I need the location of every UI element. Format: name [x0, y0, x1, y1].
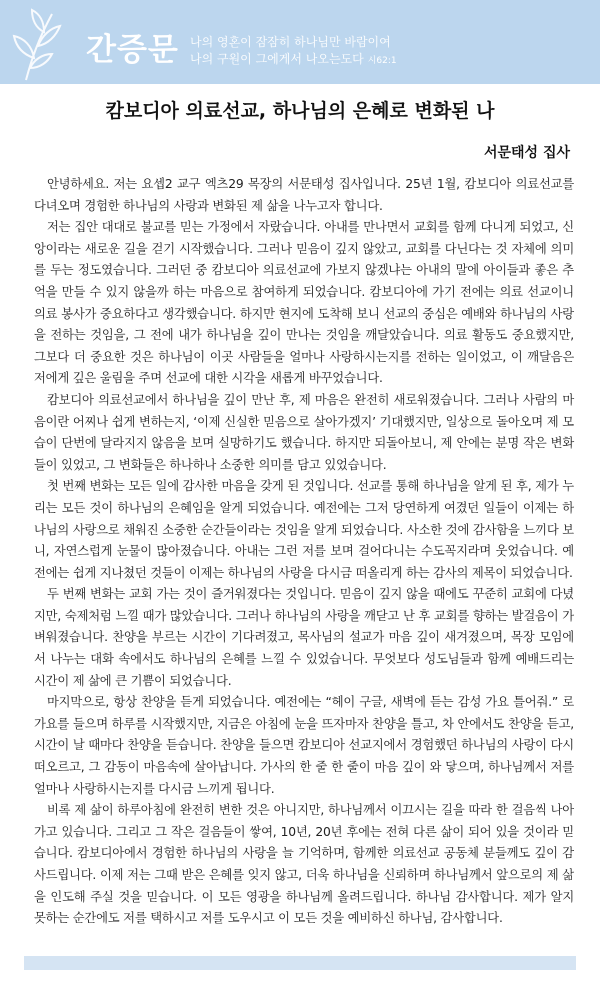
paragraph: 안녕하세요. 저는 요셉2 교구 엑츠29 목장의 서문태성 집사입니다. 25년 1월, 캄보디아 의료선교를 다녀오며 경험한 하나님의 사랑과 변화된 제 삶을 나누고자 합니다. [34, 177, 574, 213]
paragraph: 캄보디아 의료선교에서 하나님을 깊이 만난 후, 제 마음은 완전히 새로워졌습니다. 그러나 사람의 마음이란 어찌나 쉽게 변하는지, ‘이제 신실한 믿음으로 살아가겠지’ 기대했지만, 일상으로 돌아오며 제 모습이 단번에 달라지지 않음을 보며 실망하기도 했습니다. 하지만 되돌아보니, 제 안에는 분명 작은 변화들이 있었고, 그 변화들은 하나하나 소중한 의미를 담고 있었습니다. [34, 392, 574, 472]
leaf-branch-icon [8, 6, 78, 82]
verse-line-1: 나의 영혼이 잠잠히 하나님만 바람이여 [190, 35, 391, 49]
paragraph: 두 번째 변화는 교회 가는 것이 즐거워졌다는 것입니다. 믿음이 깊지 않을 때에도 꾸준히 교회에 다녔지만, 숙제처럼 느낄 때가 많았습니다. 그러나 하나님의 사랑을 깨닫고 난 후 교회를 향하는 발걸음이 가벼워졌습니다. 찬양을 부르는 시간이 기다려졌고, 목사님의 설교가 마음 깊이 새겨졌으며, 목장 모임에서 나누는 대화 속에서도 하나님의 은혜를 느낄 수 있었습니다. 무엇보다 성도님들과 함께 예배드리는 시간이 제 삶에 큰 기쁨이 되었습니다. [34, 587, 574, 688]
footer-divider [24, 956, 576, 970]
article-title: 캄보디아 의료선교, 하나님의 은혜로 변화된 나 [105, 100, 495, 122]
header-banner [0, 0, 600, 84]
verse-reference: 시62:1 [367, 56, 397, 66]
verse-line-2: 나의 구원이 그에게서 나오는도다 시62:1 [190, 52, 397, 66]
section-label: 간증문 [86, 32, 179, 68]
paragraph: 비록 제 삶이 하루아침에 완전히 변한 것은 아니지만, 하나님께서 이끄시는 길을 따라 한 걸음씩 나아가고 있습니다. 그리고 그 작은 걸음들이 쌓여, 10년, 20년 후에는 전혀 다른 삶이 되어 있을 것이라 믿습니다. 캄보디아에서 경험한 하나님의 사랑을 늘 기억하며, 함께한 의료선교 공동체 분들께도 깊이 감사드립니다. 이제 저는 그때 받은 은혜를 잊지 않고, 더욱 하나님을 신뢰하며 하나님께서 앞으로의 제 삶을 인도해 주실 것을 믿습니다. 이 모든 영광을 하나님께 올려드립니다. 하나님 감사합니다. 제가 알지 못하는 순간에도 저를 택하시고 저를 도우시고 이 모든 것을 예비하신 하나님, 감사합니다. [34, 803, 574, 926]
article-body [34, 174, 574, 930]
article-author: 서문태성 집사 [483, 145, 570, 161]
paragraph: 첫 번째 변화는 모든 일에 감사한 마음을 갖게 된 것입니다. 선교를 통해 하나님을 알게 된 후, 제가 누리는 모든 것이 하나님의 은혜임을 알게 되었습니다. 예전에는 그저 당연하게 여겼던 일들이 이제는 하나님의 사랑으로 채워진 소중한 순간들이라는 것임을 알게 되었습니다. 사소한 것에 감사함을 느끼다 보니, 자연스럽게 눈물이 많아졌습니다. 아내는 그런 저를 보며 걸어다니는 수도꼭지라며 웃었습니다. 예전에는 쉽게 지나쳤던 것들이 이제는 하나님의 사랑을 다시금 떠올리게 하는 감사의 제목이 되었습니다. [34, 479, 574, 580]
paragraph: 마지막으로, 항상 찬양을 듣게 되었습니다. 예전에는 “헤이 구글, 새벽에 듣는 감성 가요 틀어줘.” 로 가요를 들으며 하루를 시작했지만, 지금은 아침에 눈을 뜨자마자 찬양을 틀고, 차 안에서도 찬양을 듣고, 시간이 날 때마다 찬양을 듣습니다. 찬양을 들으면 캄보디아 선교지에서 경험했던 하나님의 사랑이 다시 떠오르고, 그 감동이 마음속에 살아납니다. 가사의 한 줄 한 줄이 마음 깊이 와 닿으며, 하나님께서 저를 얼마나 사랑하시는지를 다시금 느끼게 됩니다. [34, 695, 574, 796]
paragraph: 저는 집안 대대로 불교를 믿는 가정에서 자랐습니다. 아내를 만나면서 교회를 함께 다니게 되었고, 신앙이라는 새로운 길을 걷기 시작했습니다. 그러나 믿음이 깊지 않았고, 교회를 다닌다는 것 자체에 의미를 두는 정도였습니다. 그러던 중 캄보디아 의료선교에 가보지 않겠냐는 아내의 말에 아이들과 좋은 추억을 만들 수 있지 않을까 하는 마음으로 참여하게 되었습니다. 캄보디아에 가기 전에는 의료 선교이니 의료 봉사가 중요하다고 생각했습니다. 하지만 현지에 도착해 보니 선교의 중심은 예배와 하나님의 사랑을 전하는 것임을, 그 전에 내가 하나님을 깊이 만나는 것임을 깨달았습니다. 의료 활동도 중요했지만, 그보다 더 중요한 것은 하나님이 이곳 사람들을 얼마나 사랑하시는지를 전하는 일이었고, 이 깨달음은 저에게 깊은 울림을 주며 선교에 대한 시각을 새롭게 바꾸었습니다. [34, 220, 574, 386]
scripture-verse [190, 34, 397, 70]
